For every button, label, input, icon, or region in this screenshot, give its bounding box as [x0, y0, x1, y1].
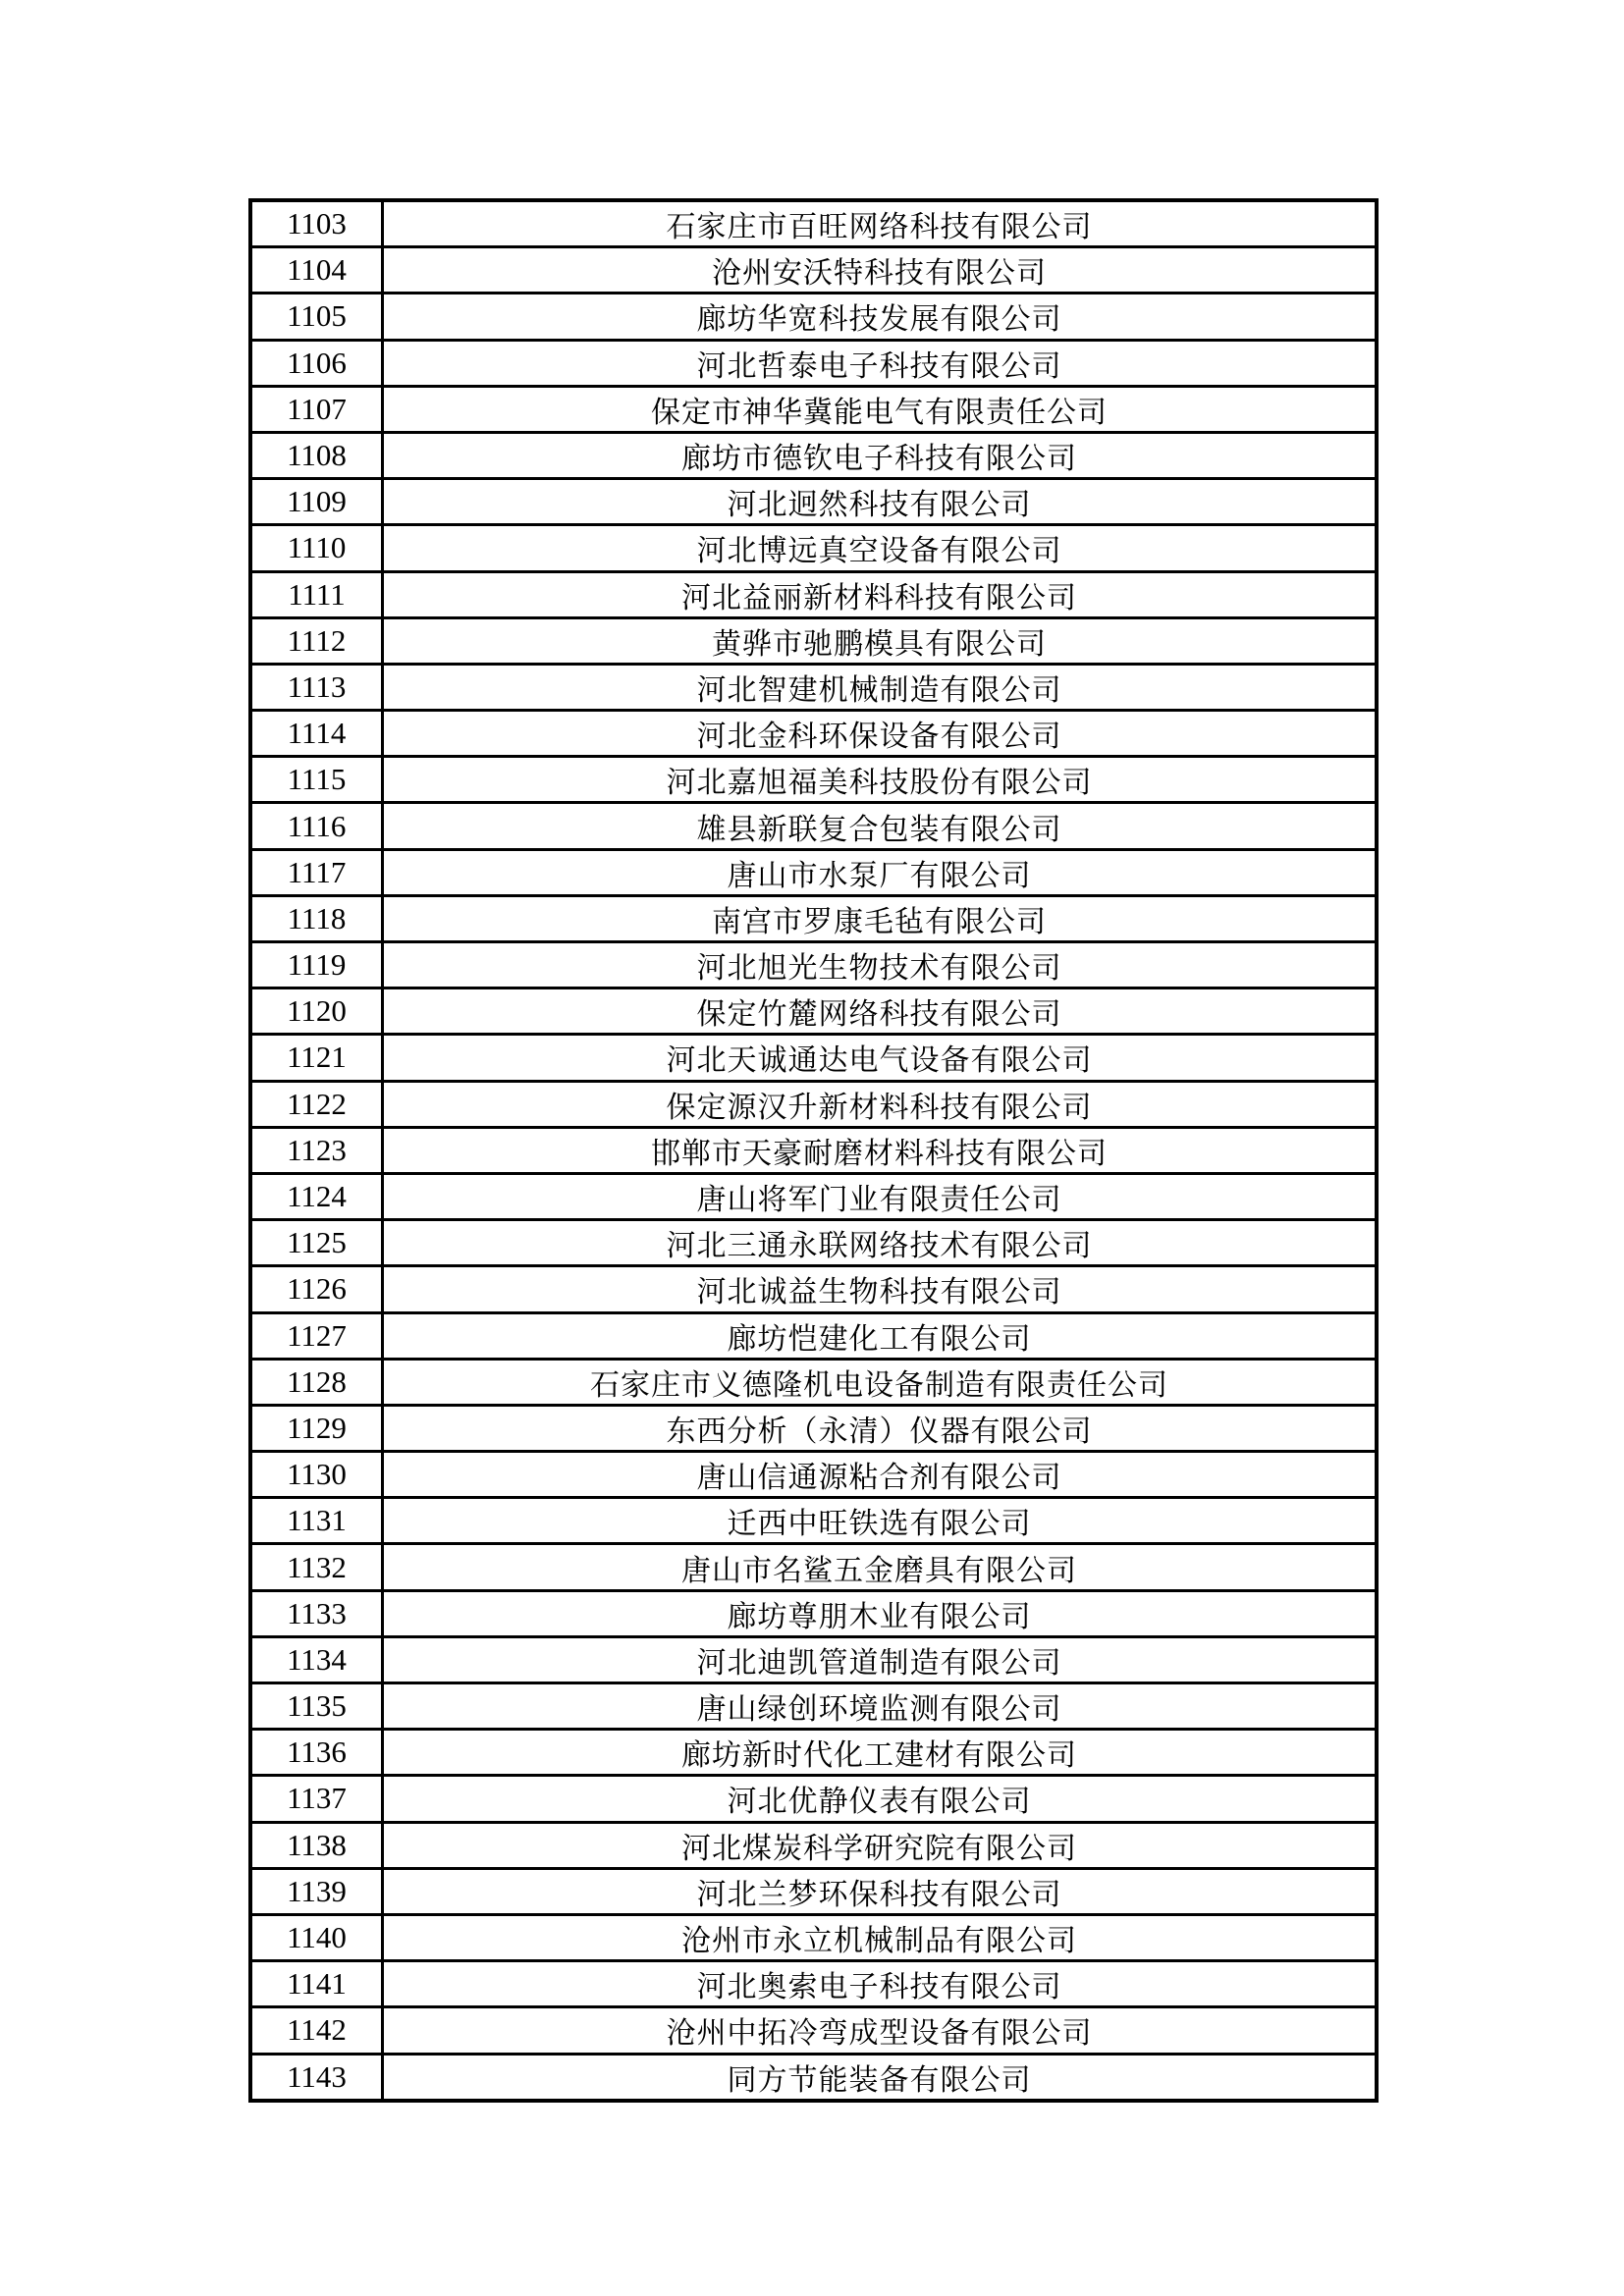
table-row — [252, 570, 1375, 616]
company-name-cell: 唐山将军门业有限责任公司 — [696, 1184, 1062, 1217]
table-row — [252, 1450, 1375, 1496]
table-row — [252, 1311, 1375, 1358]
table-row — [252, 245, 1375, 292]
table-row — [252, 1358, 1375, 1404]
company-name-cell: 廊坊恺建化工有限公司 — [727, 1322, 1032, 1356]
company-name-cell: 河北博远真空设备有限公司 — [696, 535, 1062, 568]
table-row — [252, 1821, 1375, 1867]
row-number-cell: 1131 — [252, 1499, 384, 1542]
row-number-cell: 1113 — [252, 666, 384, 709]
company-name-cell: 沧州安沃特科技有限公司 — [712, 257, 1047, 291]
row-number-cell: 1111 — [252, 573, 384, 616]
company-name-cell: 沧州市永立机械制品有限公司 — [681, 1925, 1077, 1958]
company-name-cell: 河北哲泰电子科技有限公司 — [696, 349, 1062, 383]
table-row — [252, 1959, 1375, 2005]
company-name-cell: 河北智建机械制造有限公司 — [696, 673, 1062, 707]
company-name-cell: 保定市神华冀能电气有限责任公司 — [651, 396, 1108, 429]
table-row — [252, 848, 1375, 894]
table-row — [252, 1218, 1375, 1264]
row-number-cell: 1116 — [252, 804, 384, 847]
row-number-cell: 1130 — [252, 1453, 384, 1496]
company-name-cell: 廊坊市德钦电子科技有限公司 — [681, 443, 1077, 476]
row-number-cell: 1108 — [252, 434, 384, 477]
company-name-cell: 河北迪凯管道制造有限公司 — [696, 1646, 1062, 1680]
company-name-cell: 河北优静仪表有限公司 — [727, 1786, 1032, 1819]
company-name-cell: 雄县新联复合包装有限公司 — [696, 813, 1062, 846]
company-name-cell: 河北嘉旭福美科技股份有限公司 — [666, 767, 1093, 800]
table-row — [252, 801, 1375, 847]
row-number-cell: 1123 — [252, 1129, 384, 1172]
table-row — [252, 292, 1375, 338]
table-row — [252, 1264, 1375, 1310]
row-number-cell: 1103 — [252, 202, 384, 245]
row-number-cell: 1118 — [252, 897, 384, 940]
company-name-cell: 沧州中拓冷弯成型设备有限公司 — [666, 2017, 1093, 2051]
table-row — [252, 1682, 1375, 1728]
row-number-cell: 1133 — [252, 1592, 384, 1635]
row-number-cell: 1105 — [252, 294, 384, 338]
table-row — [252, 1126, 1375, 1172]
table-row — [252, 894, 1375, 940]
table-row — [252, 2053, 1375, 2099]
row-number-cell: 1135 — [252, 1684, 384, 1728]
company-name-cell: 石家庄市百旺网络科技有限公司 — [666, 211, 1093, 244]
table-row — [252, 616, 1375, 663]
company-name-cell: 唐山市水泵厂有限公司 — [727, 859, 1032, 892]
row-number-cell: 1109 — [252, 480, 384, 523]
table-row — [252, 663, 1375, 709]
row-number-cell: 1121 — [252, 1036, 384, 1079]
row-number-cell: 1138 — [252, 1824, 384, 1867]
row-number-cell: 1129 — [252, 1407, 384, 1450]
table-row — [252, 940, 1375, 987]
row-number-cell: 1104 — [252, 248, 384, 292]
table-row — [252, 477, 1375, 523]
company-name-cell: 河北天诚通达电气设备有限公司 — [666, 1044, 1093, 1078]
row-number-cell: 1110 — [252, 526, 384, 569]
company-name-cell: 河北旭光生物技术有限公司 — [696, 952, 1062, 986]
row-number-cell: 1134 — [252, 1638, 384, 1682]
company-name-cell: 河北益丽新材料科技有限公司 — [681, 581, 1077, 614]
table-row — [252, 1774, 1375, 1820]
row-number-cell: 1119 — [252, 943, 384, 987]
row-number-cell: 1136 — [252, 1731, 384, 1774]
row-number-cell: 1140 — [252, 1916, 384, 1959]
row-number-cell: 1127 — [252, 1314, 384, 1358]
company-name-cell: 黄骅市驰鹏模具有限公司 — [712, 627, 1047, 661]
row-number-cell: 1114 — [252, 712, 384, 755]
company-name-cell: 河北奥索电子科技有限公司 — [696, 1971, 1062, 2004]
company-name-cell: 唐山市名鲨五金磨具有限公司 — [681, 1554, 1077, 1587]
table-row — [252, 755, 1375, 801]
table-row — [252, 202, 1375, 245]
row-number-cell: 1142 — [252, 2008, 384, 2052]
row-number-cell: 1122 — [252, 1083, 384, 1126]
company-name-cell: 保定源汉升新材料科技有限公司 — [666, 1091, 1093, 1124]
table-row — [252, 1033, 1375, 1079]
row-number-cell: 1143 — [252, 2056, 384, 2099]
row-number-cell: 1117 — [252, 851, 384, 894]
row-number-cell: 1132 — [252, 1545, 384, 1588]
company-name-cell: 河北三通永联网络技术有限公司 — [666, 1230, 1093, 1263]
row-number-cell: 1128 — [252, 1361, 384, 1404]
company-name-cell: 同方节能装备有限公司 — [727, 2063, 1032, 2097]
company-name-cell: 保定竹麓网络科技有限公司 — [696, 998, 1062, 1032]
row-number-cell: 1139 — [252, 1870, 384, 1913]
table-row — [252, 1589, 1375, 1635]
table-row — [252, 1913, 1375, 1959]
company-table — [248, 198, 1379, 2103]
row-number-cell: 1141 — [252, 1962, 384, 2005]
row-number-cell: 1125 — [252, 1221, 384, 1264]
company-name-cell: 河北金科环保设备有限公司 — [696, 721, 1062, 754]
company-name-cell: 廊坊华宽科技发展有限公司 — [696, 303, 1062, 337]
company-name-cell: 廊坊尊朋木业有限公司 — [727, 1600, 1032, 1633]
company-name-cell: 河北迥然科技有限公司 — [727, 489, 1032, 522]
table-row — [252, 1542, 1375, 1588]
company-name-cell: 唐山信通源粘合剂有限公司 — [696, 1462, 1062, 1495]
company-name-cell: 唐山绿创环境监测有限公司 — [696, 1693, 1062, 1727]
table-row — [252, 1867, 1375, 1913]
table-row — [252, 431, 1375, 477]
company-name-cell: 河北诚益生物科技有限公司 — [696, 1276, 1062, 1309]
table-row — [252, 1496, 1375, 1542]
table-row — [252, 339, 1375, 385]
row-number-cell: 1112 — [252, 619, 384, 663]
company-name-cell: 石家庄市义德隆机电设备制造有限责任公司 — [590, 1368, 1168, 1402]
table-row — [252, 523, 1375, 569]
table-row — [252, 1404, 1375, 1450]
row-number-cell: 1120 — [252, 989, 384, 1033]
row-number-cell: 1137 — [252, 1777, 384, 1820]
company-name-cell: 河北兰梦环保科技有限公司 — [696, 1878, 1062, 1911]
row-number-cell: 1124 — [252, 1175, 384, 1218]
table-row — [252, 1728, 1375, 1774]
company-name-cell: 迁西中旺铁选有限公司 — [727, 1508, 1032, 1541]
company-name-cell: 东西分析（永清）仪器有限公司 — [666, 1415, 1093, 1448]
company-name-cell: 廊坊新时代化工建材有限公司 — [681, 1739, 1077, 1773]
table-row — [252, 2005, 1375, 2052]
row-number-cell: 1115 — [252, 758, 384, 801]
company-name-cell: 河北煤炭科学研究院有限公司 — [681, 1832, 1077, 1865]
table-row — [252, 1635, 1375, 1682]
row-number-cell: 1106 — [252, 342, 384, 385]
table-row — [252, 987, 1375, 1033]
row-number-cell: 1107 — [252, 388, 384, 431]
table-row — [252, 1172, 1375, 1218]
table-row — [252, 709, 1375, 755]
table-row — [252, 1080, 1375, 1126]
table-row — [252, 385, 1375, 431]
row-number-cell: 1126 — [252, 1267, 384, 1310]
company-name-cell: 南宫市罗康毛毡有限公司 — [712, 905, 1047, 938]
company-name-cell: 邯郸市天豪耐磨材料科技有限公司 — [651, 1137, 1108, 1170]
